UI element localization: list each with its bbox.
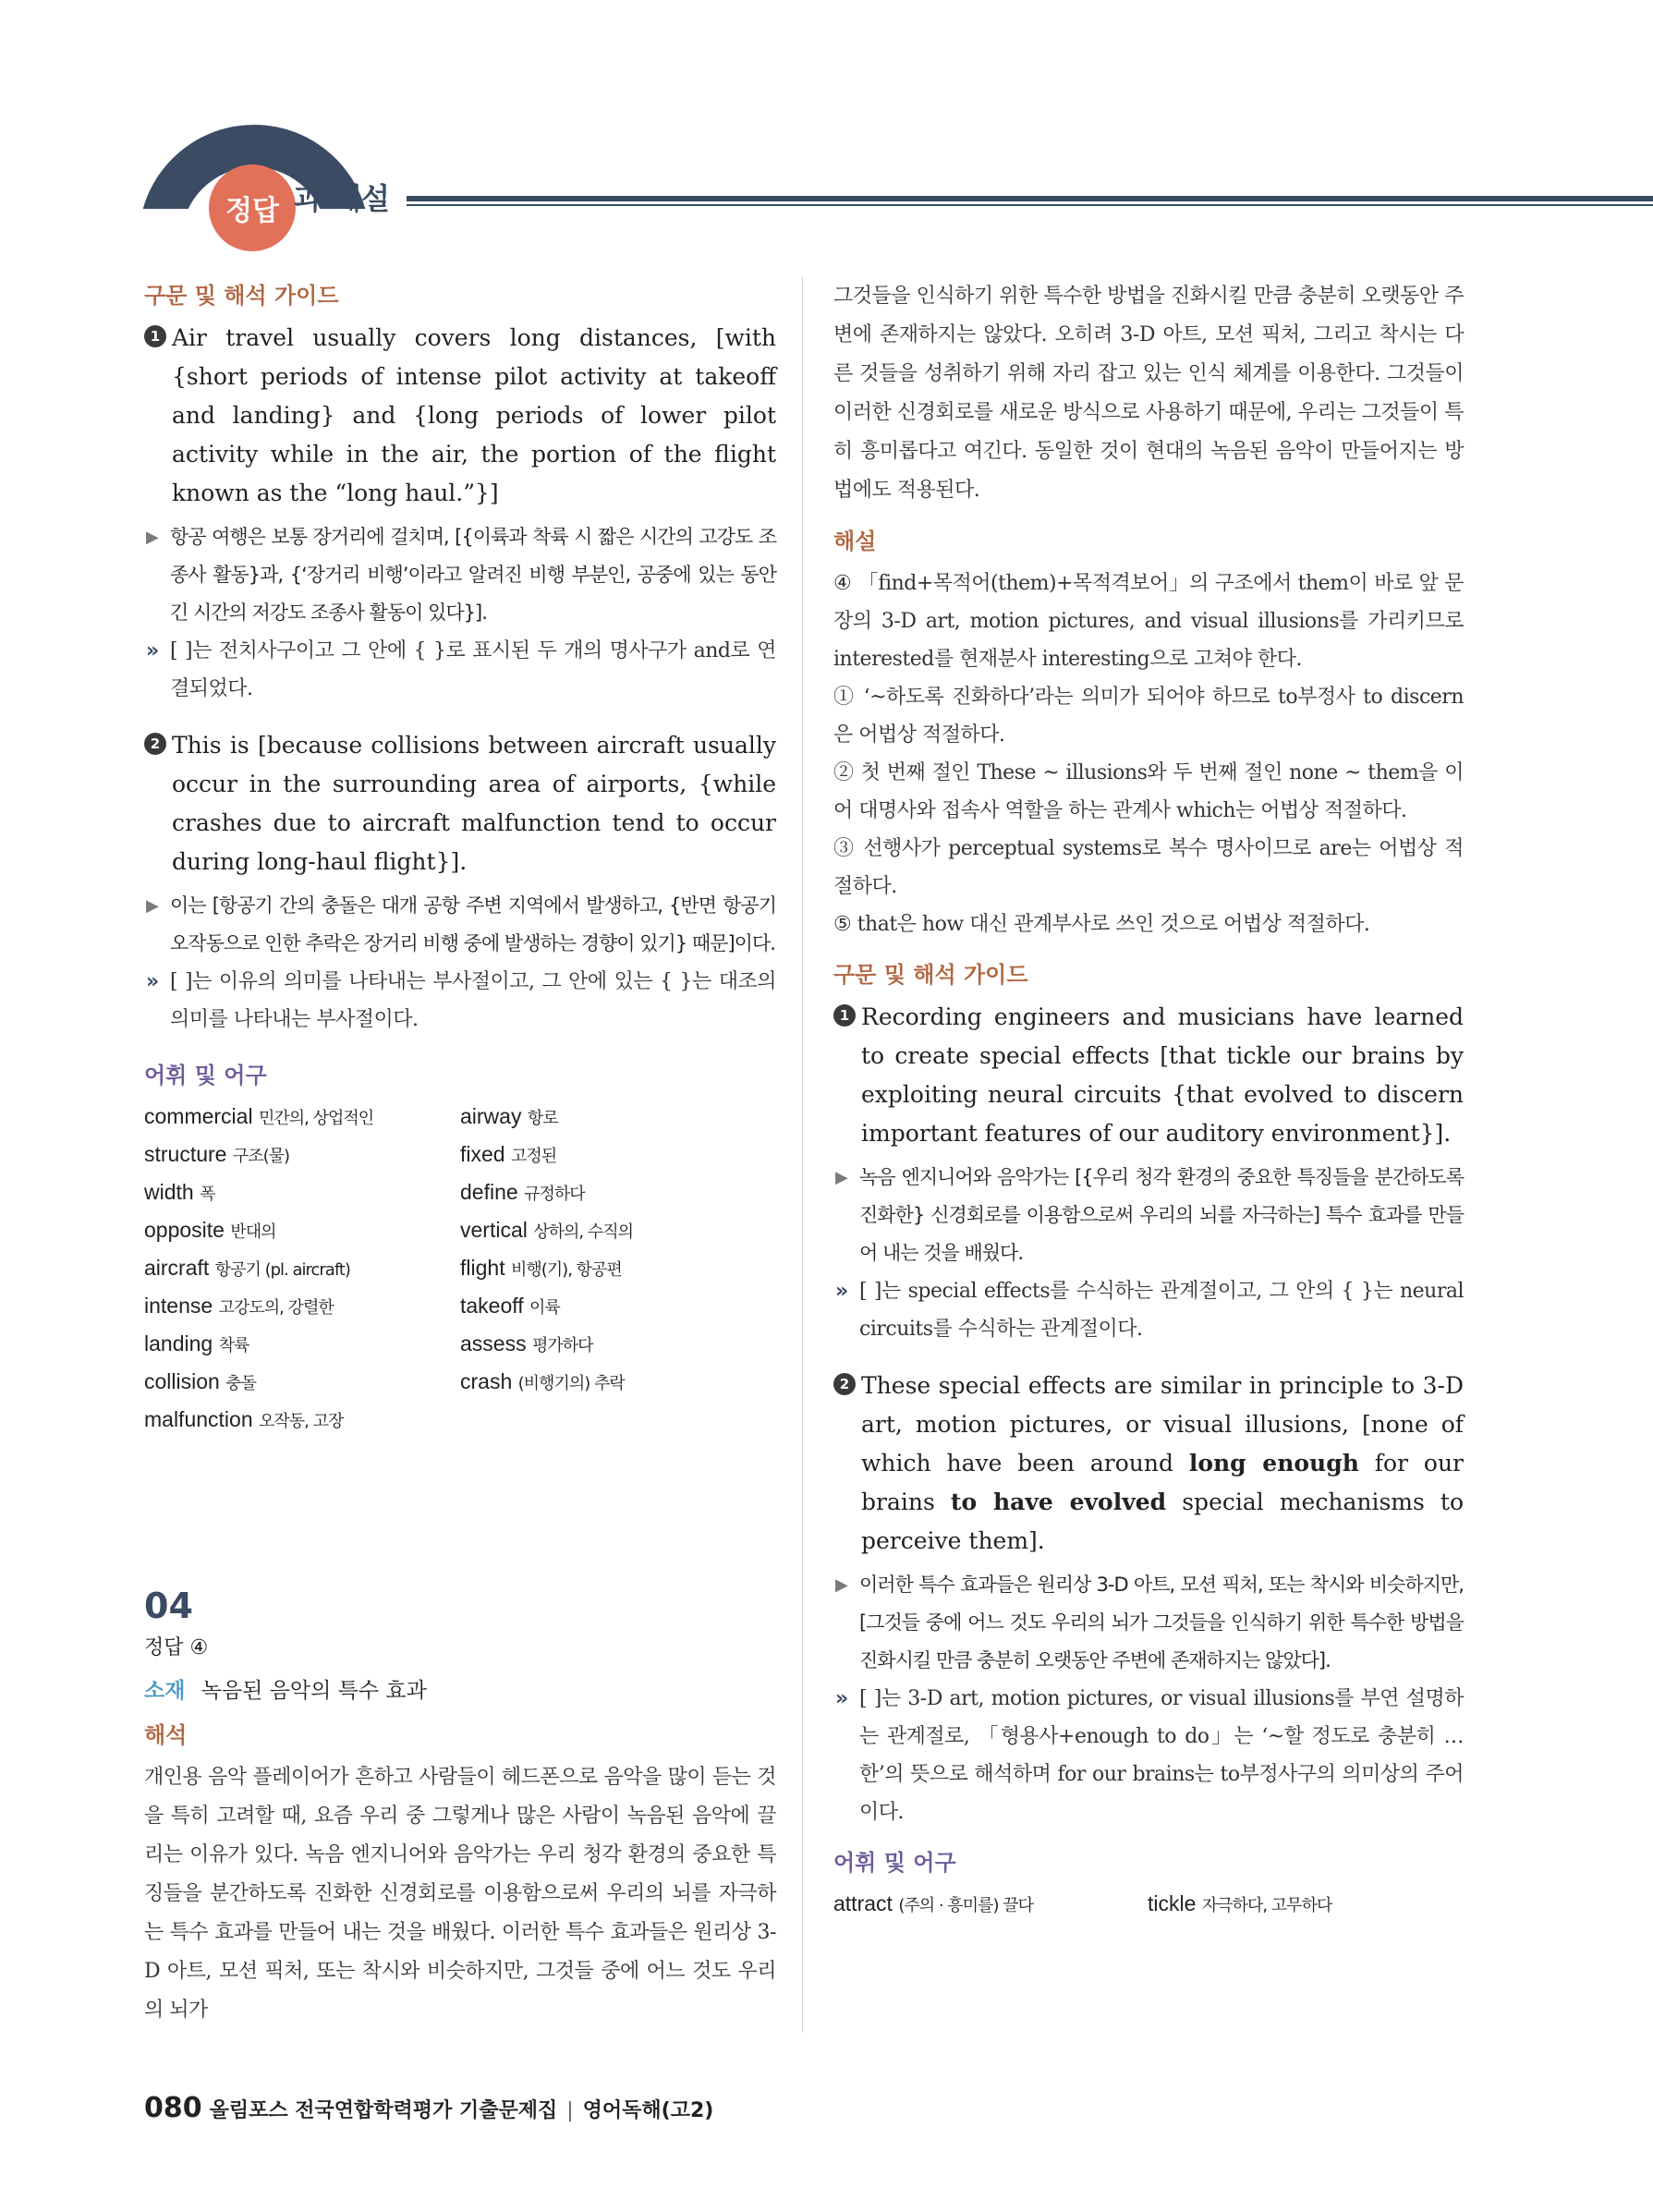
vocab-item bbox=[144, 1402, 460, 1440]
english-sentence: This is [because collisions between aircraft usually occur in the surrounding area of airports, {while crashes due to aircraft malfunction tend to occur during long-haul flight}]. bbox=[172, 732, 776, 875]
triangle-icon: ▶ bbox=[835, 1168, 848, 1187]
sentence-1 bbox=[833, 998, 1464, 1153]
vocab-word: takeoff bbox=[460, 1294, 524, 1318]
vocab-item bbox=[144, 1174, 460, 1212]
vocab-item bbox=[460, 1136, 776, 1174]
vocab-word: intense bbox=[144, 1294, 213, 1318]
vocab-word: malfunction bbox=[144, 1407, 253, 1431]
sentence-part: for our brains bbox=[861, 1450, 1464, 1515]
explanation-main: ④ 「find+목적어(them)+목적격보어」의 구조에서 them이 바로 앞 문장의 3-D art, motion pictures, and visual illusions를 가리키므로 interested를 현재분사 interesting으로 고쳐야 한다. bbox=[833, 572, 1464, 671]
header-rule bbox=[407, 196, 1653, 201]
translation-title: 해석 bbox=[144, 1722, 188, 1748]
header-badge: 정답 bbox=[209, 164, 296, 251]
sentence-number: 2 bbox=[144, 733, 166, 755]
english-sentence: Recording engineers and musicians have learned to create special effects [that tickle our brains by exploiting neural circuits {that evolved to discern important features of our auditory environment}]. bbox=[861, 1003, 1464, 1147]
vocab-word: attract bbox=[833, 1891, 893, 1915]
vocab-word: commercial bbox=[144, 1104, 253, 1128]
guide-title: 구문 및 해석 가이드 bbox=[833, 962, 1028, 988]
topic-text: 녹음된 음악의 특수 효과 bbox=[201, 1679, 427, 1703]
vocab-item bbox=[833, 1886, 1148, 1924]
sentence-number: 1 bbox=[833, 1004, 856, 1027]
vocab-word: tickle bbox=[1148, 1891, 1197, 1915]
grammar-note bbox=[146, 963, 776, 1039]
vocab-word: crash bbox=[460, 1369, 513, 1393]
vocab-word: opposite bbox=[144, 1218, 225, 1242]
korean-translation bbox=[146, 518, 776, 632]
vocab-item bbox=[460, 1326, 776, 1364]
vocab-word: airway bbox=[460, 1104, 522, 1128]
vocab-item bbox=[144, 1250, 460, 1288]
left-column bbox=[144, 277, 776, 2030]
sentence-part: These special effects are similar in principle to 3-D art, motion pictures, or visual illusions, [none of which have been around bbox=[861, 1372, 1464, 1477]
header-rule-thin bbox=[407, 204, 1653, 206]
vocab-word: define bbox=[460, 1180, 518, 1204]
vocab-meaning: 폭 bbox=[200, 1185, 215, 1204]
vocab-meaning: 착륙 bbox=[218, 1336, 249, 1355]
vocab-meaning: 오작동, 고장 bbox=[259, 1412, 344, 1431]
vocab-title: 어휘 및 어구 bbox=[833, 1850, 956, 1876]
double-chevron-icon: » bbox=[146, 639, 160, 662]
page-number: 080 bbox=[144, 2092, 202, 2124]
book-title: 올림포스 전국연합학력평가 기출문제집 bbox=[209, 2099, 558, 2122]
vocab-item bbox=[144, 1364, 460, 1402]
vocab-item bbox=[144, 1099, 460, 1136]
grammar-note bbox=[835, 1272, 1464, 1348]
sentence-number: 2 bbox=[833, 1373, 856, 1395]
explanation-item: ① ‘~하도록 진화하다’라는 의미가 되어야 하므로 to부정사 to discern은 어법상 적절하다. bbox=[833, 686, 1464, 747]
note-text: [ ]는 이유의 의미를 나타내는 부사절이고, 그 안에 있는 { }는 대조의 의미를 나타내는 부사절이다. bbox=[170, 970, 776, 1031]
vocab-item bbox=[460, 1288, 776, 1326]
double-chevron-icon: » bbox=[835, 1687, 849, 1710]
vocab-meaning: 반대의 bbox=[230, 1222, 276, 1242]
vocab-meaning: 비행(기), 항공편 bbox=[510, 1260, 622, 1280]
vocab-meaning: 충돌 bbox=[225, 1374, 256, 1393]
vocab-meaning: 자극하다, 고무하다 bbox=[1201, 1896, 1332, 1915]
vocab-list bbox=[144, 1099, 776, 1440]
korean-translation bbox=[835, 1566, 1464, 1680]
vocab-item bbox=[460, 1250, 776, 1288]
note-text: [ ]는 special effects를 수식하는 관계절이고, 그 안의 { }는 neural circuits를 수식하는 관계절이다. bbox=[859, 1280, 1464, 1341]
vocab-meaning: 고정된 bbox=[510, 1147, 557, 1166]
double-chevron-icon: » bbox=[835, 1280, 849, 1303]
triangle-icon: ▶ bbox=[146, 896, 159, 916]
vocab-meaning: 규정하다 bbox=[524, 1185, 585, 1204]
vocab-item bbox=[460, 1402, 776, 1440]
vocab-word: structure bbox=[144, 1142, 227, 1166]
vocab-meaning: 고강도의, 강렬한 bbox=[218, 1298, 334, 1318]
vocab-word: fixed bbox=[460, 1142, 505, 1166]
grammar-note bbox=[835, 1680, 1464, 1831]
right-column bbox=[833, 277, 1464, 1924]
vocab-list bbox=[833, 1886, 1464, 1924]
note-text: [ ]는 전치사구이고 그 안에 { }로 표시된 두 개의 명사구가 and로 연결되었다. bbox=[170, 639, 776, 700]
vocab-meaning: 이륙 bbox=[529, 1298, 560, 1318]
guide-title: 구문 및 해석 가이드 bbox=[144, 283, 339, 309]
english-sentence: Air travel usually covers long distances, [with {short periods of intense pilot activity at takeoff and landing} and {long periods of lower pilot activity while in the air, the portion of the flight known as the “long haul.”}] bbox=[172, 324, 776, 506]
vocab-item bbox=[144, 1136, 460, 1174]
vocab-item bbox=[460, 1099, 776, 1136]
bold-phrase: to have evolved bbox=[950, 1489, 1167, 1515]
vocab-meaning: 항공기 (pl. aircraft) bbox=[214, 1260, 350, 1280]
explanation-title: 해설 bbox=[833, 529, 877, 554]
sentence-part: special mechanisms to perceive them]. bbox=[861, 1489, 1465, 1554]
column-divider bbox=[802, 277, 803, 2033]
vocab-word: flight bbox=[460, 1256, 505, 1280]
sentence-1 bbox=[144, 319, 776, 513]
page-footer bbox=[144, 2092, 713, 2124]
vocab-word: width bbox=[144, 1180, 194, 1204]
grammar-note bbox=[146, 632, 776, 708]
explanation-item: ③ 선행사가 perceptual systems로 복수 명사이므로 are는 어법상 적절하다. bbox=[833, 837, 1464, 898]
vocab-meaning: 민간의, 상업적인 bbox=[258, 1109, 374, 1128]
header-title: 과 해설 bbox=[294, 181, 390, 216]
sentence-number: 1 bbox=[144, 325, 166, 347]
vocab-item bbox=[144, 1326, 460, 1364]
triangle-icon: ▶ bbox=[146, 528, 159, 547]
vocab-title: 어휘 및 어구 bbox=[144, 1063, 267, 1088]
translation-text: 녹음 엔지니어와 음악가는 [{우리 청각 환경의 중요한 특징들을 분간하도록 진화한} 신경회로를 이용함으로써 우리의 뇌를 자극하는] 특수 효과를 만들어 내는 것을 배웠다. bbox=[859, 1166, 1464, 1264]
vocab-item bbox=[460, 1364, 776, 1402]
vocab-word: assess bbox=[460, 1331, 527, 1355]
vocab-item bbox=[144, 1288, 460, 1326]
vocab-item bbox=[460, 1212, 776, 1250]
translation-continued: 그것들을 인식하기 위한 특수한 방법을 진화시킬 만큼 충분히 오랫동안 주변에 존재하지는 않았다. 오히려 3-D 아트, 모션 픽처, 그리고 착시는 다른 것들을 성취하기 위해 자리 잡고 있는 인식 체계를 이용한다. 그것들이 이러한 신경회로를 새로운 방식으로 사용하기 때문에, 우리는 그것들이 특히 흥미롭다고 여긴다. 동일한 것이 현대의 녹음된 음악이 만들어지는 방법에도 적용된다. bbox=[833, 285, 1464, 502]
vocab-meaning: 평가하다 bbox=[531, 1336, 593, 1355]
translation-paragraph: 개인용 음악 플레이어가 흔하고 사람들이 헤드폰으로 음악을 많이 듣는 것을 특히 고려할 때, 요즘 우리 중 그렇게나 많은 사람이 녹음된 음악에 끌리는 이유가 있다. 녹음 엔지니어와 음악가는 우리 청각 환경의 중요한 특징들을 분간하도록 진화한 신경회로를 이용함으로써 우리의 뇌를 자극하는 특수 효과를 만들어 내는 것을 배웠다. 이러한 특수 효과들은 원리상 3-D 아트, 모션 픽처, 또는 착시와 비슷하지만, 그것들 중에 어느 것도 우리의 뇌가 bbox=[144, 1766, 776, 2022]
vocab-item bbox=[460, 1174, 776, 1212]
sentence-2 bbox=[833, 1367, 1464, 1561]
translation-text: 이는 [항공기 간의 충돌은 대개 공항 주변 지역에서 발생하고, {반면 항공기 오작동으로 인한 추락은 장거리 비행 중에 발생하는 경향이 있기} 때문]이다. bbox=[170, 894, 776, 954]
vocab-meaning: 구조(물) bbox=[232, 1147, 290, 1166]
vocab-item bbox=[1148, 1886, 1462, 1924]
note-text: [ ]는 3-D art, motion pictures, or visual illusions를 부연 설명하는 관계절로, 「형용사+enough to do」는 ‘~할 정도로 충분히 …한’의 뜻으로 해석하며 for our brains는 to부정사구의 의미상의 주어이다. bbox=[859, 1687, 1464, 1824]
vocab-meaning: (주의 · 흥미를) 끌다 bbox=[898, 1896, 1033, 1915]
vocab-word: landing bbox=[144, 1331, 213, 1355]
korean-translation bbox=[835, 1159, 1464, 1272]
vocab-item bbox=[144, 1212, 460, 1250]
footer-separator: | bbox=[566, 2099, 574, 2122]
vocab-word: vertical bbox=[460, 1218, 528, 1242]
triangle-icon: ▶ bbox=[835, 1575, 848, 1595]
english-sentence bbox=[861, 1367, 1464, 1561]
explanation-item: ② 첫 번째 절인 These ~ illusions와 두 번째 절인 none ~ them을 이어 대명사와 접속사 역할을 하는 관계사 which는 어법상 적절하다. bbox=[833, 761, 1464, 822]
sentence-2 bbox=[144, 726, 776, 881]
vocab-meaning: 상하의, 수직의 bbox=[533, 1222, 634, 1242]
bold-phrase: long enough bbox=[1188, 1450, 1359, 1477]
question-number: 04 bbox=[144, 1586, 193, 1626]
vocab-word: aircraft bbox=[144, 1256, 210, 1280]
vocab-meaning: (비행기의) 추락 bbox=[517, 1374, 625, 1393]
korean-translation bbox=[146, 887, 776, 963]
topic-label: 소재 bbox=[144, 1679, 186, 1703]
double-chevron-icon: » bbox=[146, 970, 160, 993]
vocab-meaning: 항로 bbox=[527, 1109, 558, 1128]
translation-text: 이러한 특수 효과들은 원리상 3-D 아트, 모션 픽처, 또는 착시와 비슷하지만, [그것들 중에 어느 것도 우리의 뇌가 그것들을 인식하기 위한 특수한 방법을 진화시킬 만큼 충분히 오랫동안 주변에 존재하지는 않았다]. bbox=[859, 1574, 1464, 1671]
vocab-word: collision bbox=[144, 1369, 220, 1393]
answer: 정답 ④ bbox=[144, 1636, 209, 1659]
topic bbox=[144, 1673, 776, 1704]
explanation-item: ⑤ that은 how 대신 관계부사로 쓰인 것으로 어법상 적절하다. bbox=[833, 913, 1370, 936]
translation-text: 항공 여행은 보통 장거리에 걸치며, [{이륙과 착륙 시 짧은 시간의 고강도 조종사 활동}과, {‘장거리 비행’이라고 알려진 비행 부분인, 공중에 있는 동안 긴 시간의 저강도 조종사 활동이 있다}]. bbox=[170, 526, 776, 624]
subject: 영어독해(고2) bbox=[582, 2099, 714, 2122]
